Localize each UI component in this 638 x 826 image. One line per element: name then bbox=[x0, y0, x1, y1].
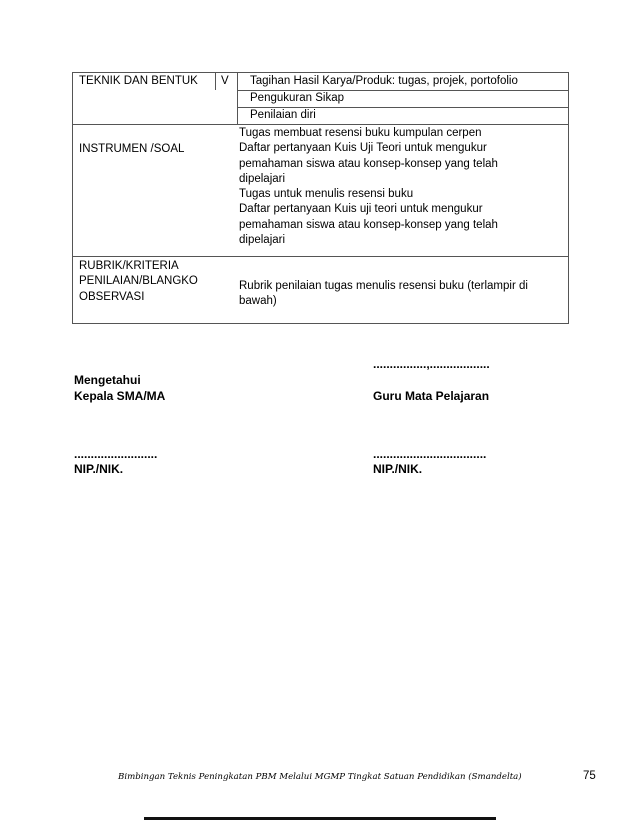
right-signature-dots: .................................. bbox=[373, 447, 487, 461]
instrumen-line: dipelajari bbox=[239, 234, 286, 246]
instrumen-line: Daftar pertanyaan Kuis Uji Teori untuk mengukur bbox=[239, 142, 487, 154]
rubrik-label: OBSERVASI bbox=[79, 291, 145, 303]
footer-text: Bimbingan Teknis Peningkatan PBM Melalui MGMP Tingkat Satuan Pendidikan (Smandelta) bbox=[118, 772, 522, 782]
instrumen-line: pemahaman siswa atau konsep-konsep yang telah bbox=[239, 158, 498, 170]
teknik-option: Tagihan Hasil Karya/Produk: tugas, projek, portofolio bbox=[250, 75, 518, 87]
instrumen-line: Tugas membuat resensi buku kumpulan cerpen bbox=[239, 127, 482, 139]
rubrik-label: PENILAIAN/BLANGKO bbox=[79, 275, 198, 287]
column-divider bbox=[215, 73, 216, 90]
instrumen-line: pemahaman siswa atau konsep-konsep yang telah bbox=[239, 219, 498, 231]
left-nip: NIP./NIK. bbox=[74, 462, 124, 476]
footer-rule bbox=[144, 817, 496, 820]
right-nip: NIP./NIK. bbox=[373, 462, 423, 476]
kepala-title: Kepala SMA/MA bbox=[74, 389, 166, 403]
place-date-line: ................,.................. bbox=[373, 357, 490, 371]
rubrik-content: Rubrik penilaian tugas menulis resensi buku (terlampir di bbox=[239, 280, 528, 292]
row-divider bbox=[73, 256, 568, 257]
teknik-option: Pengukuran Sikap bbox=[250, 92, 344, 104]
instrumen-line: dipelajari bbox=[239, 173, 286, 185]
teknik-option: Penilaian diri bbox=[250, 109, 316, 121]
mengetahui-label: Mengetahui bbox=[74, 373, 141, 387]
instrumen-label: INSTRUMEN /SOAL bbox=[79, 143, 185, 155]
rubrik-content: bawah) bbox=[239, 295, 277, 307]
rubrik-label: RUBRIK/KRITERIA bbox=[79, 260, 179, 272]
teknik-label: TEKNIK DAN BENTUK bbox=[79, 75, 198, 87]
teknik-check-mark: V bbox=[221, 75, 229, 87]
page-number: 75 bbox=[583, 770, 596, 782]
guru-title: Guru Mata Pelajaran bbox=[373, 389, 490, 403]
instrumen-line: Daftar pertanyaan Kuis uji teori untuk mengukur bbox=[239, 203, 483, 215]
instrumen-line: Tugas untuk menulis resensi buku bbox=[239, 188, 414, 200]
assessment-table bbox=[72, 72, 569, 324]
column-divider bbox=[237, 73, 238, 124]
row-divider bbox=[73, 124, 568, 125]
left-signature-dots: ......................... bbox=[74, 447, 158, 461]
